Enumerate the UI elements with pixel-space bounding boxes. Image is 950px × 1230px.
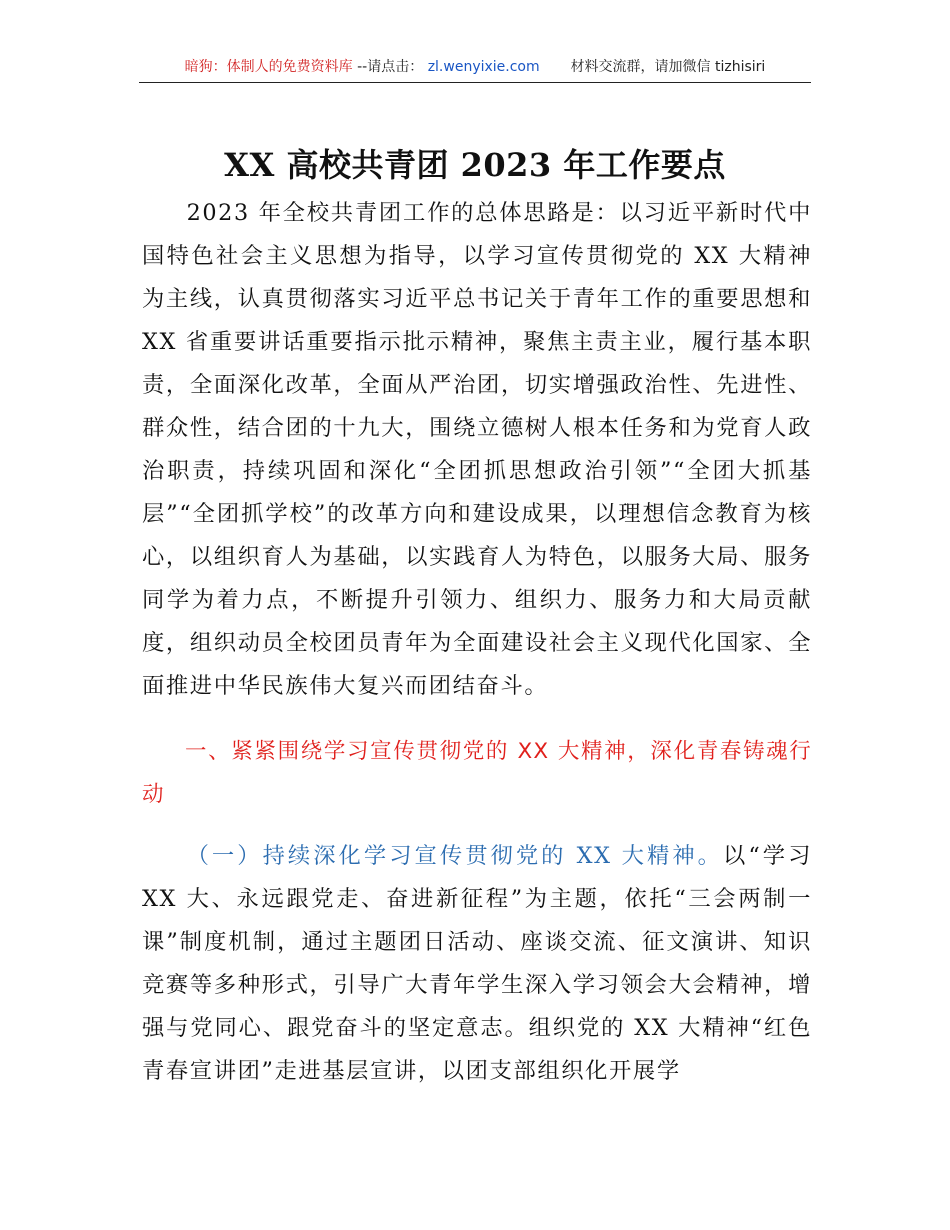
- subsection-body-1: 以“学习 XX 大、永远跟党走、奋进新征程”为主题，依托“三会两制一课”制度机制，通过主题团日活动、座谈交流、征文演讲、知识竞赛等多种形式，引导广大青年学生深入学习领会大会精神，增强与党同心、跟党奋斗的坚定意志。组织党的 XX 大精神“红色青春宣讲团”走进基层宣讲，以团支部组织化开展学: [142, 843, 812, 1084]
- header-click-prompt: --请点击：: [357, 59, 424, 75]
- intro-paragraph: 2023 年全校共青团工作的总体思路是：以习近平新时代中国特色社会主义思想为指导，以学习宣传贯彻党的 XX 大精神为主线，认真贯彻落实习近平总书记关于青年工作的重要思想和 XX 省重要讲话重要指示批示精神，聚焦主责主业，履行基本职责，全面深化改革，全面从严治团，切实增强政治性、先进性、群众性，结合团的十九大，围绕立德树人根本任务和为党育人政治职责，持续巩固和深化“全团抓思想政治引领”“全团大抓基层”“全团抓学校”的改革方向和建设成果，以理想信念教育为核心，以组织育人为基础，以实践育人为特色，以服务大局、服务同学为着力点，不断提升引领力、组织力、服务力和大局贡献度，组织动员全校团员青年为全面建设社会主义现代化国家、全面推进中华民族伟大复兴而团结奋斗。: [142, 200, 812, 699]
- subsection-paragraph-1: [142, 835, 812, 1093]
- document-title: XX 高校共青团 2023 年工作要点: [224, 146, 726, 184]
- subsection-heading-1: （一）持续深化学习宣传贯彻党的 XX 大精神。: [186, 843, 723, 869]
- page-header: [139, 52, 811, 83]
- document-body: [142, 192, 812, 1093]
- section-heading-1: 一、紧紧围绕学习宣传贯彻党的 XX 大精神，深化青春铸魂行动: [142, 739, 812, 807]
- header-wechat-note: 材料交流群，请加微信 tizhisiri: [570, 59, 766, 75]
- header-site-name: 暗狗：体制人的免费资料库: [184, 59, 353, 75]
- header-link[interactable]: zl.wenyixie.com: [427, 59, 540, 75]
